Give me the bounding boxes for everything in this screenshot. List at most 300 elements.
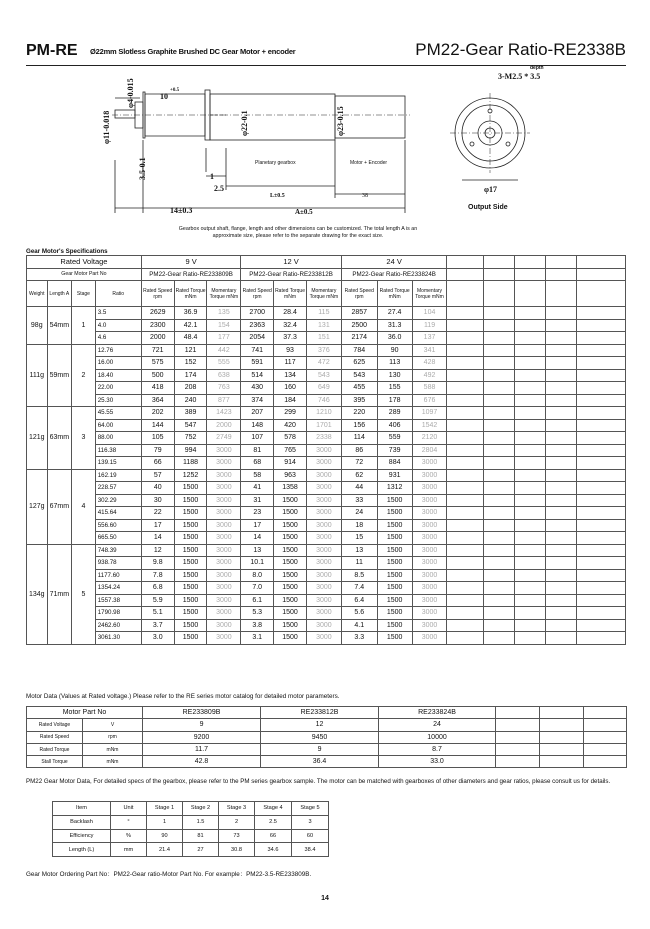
empty-cell	[447, 268, 484, 281]
value-cell: 1500	[174, 507, 207, 520]
motor-cell: 33.0	[379, 756, 496, 768]
dim-motor-length: 38	[362, 193, 368, 199]
value-cell: 3000	[207, 607, 241, 620]
value-cell: 2749	[207, 432, 241, 445]
empty-cell	[447, 419, 484, 432]
value-cell: 638	[207, 369, 241, 382]
empty-cell	[515, 419, 546, 432]
gear-cell: 38.4	[292, 843, 329, 857]
stage-cell: 5	[72, 544, 96, 644]
value-cell: 3000	[306, 619, 341, 632]
value-cell: 240	[174, 394, 207, 407]
empty-cell	[496, 707, 540, 719]
motor-cell: V	[83, 719, 143, 731]
spec-row	[27, 344, 626, 357]
value-cell: 3000	[412, 569, 447, 582]
value-cell: 1500	[174, 569, 207, 582]
value-cell: 3000	[207, 557, 241, 570]
value-cell: 418	[141, 382, 174, 395]
gear-cell: 21.4	[147, 843, 183, 857]
empty-cell	[576, 344, 625, 357]
empty-cell	[576, 444, 625, 457]
value-cell: 492	[412, 369, 447, 382]
value-cell: 547	[174, 419, 207, 432]
ratio-cell: 116.38	[95, 444, 141, 457]
value-cell: 395	[341, 394, 377, 407]
empty-cell	[484, 569, 515, 582]
value-cell: 1500	[377, 607, 412, 620]
col-torque: Rated Torque mNm	[274, 281, 307, 307]
col-momentary: Momentary Torque mNm	[412, 281, 447, 307]
value-cell: 649	[306, 382, 341, 395]
value-cell: 17	[241, 519, 274, 532]
value-cell: 14	[141, 532, 174, 545]
gear-head: Stage 1	[147, 802, 183, 816]
value-cell: 3000	[412, 619, 447, 632]
value-cell: 472	[306, 357, 341, 370]
motor-part: RE233824B	[379, 707, 496, 719]
empty-cell	[576, 507, 625, 520]
spec-row	[27, 432, 626, 445]
empty-cell	[576, 619, 625, 632]
empty-cell	[576, 319, 625, 332]
value-cell: 559	[377, 432, 412, 445]
empty-cell	[576, 557, 625, 570]
col-momentary: Momentary Torque mNm	[306, 281, 341, 307]
ratio-cell: 88.00	[95, 432, 141, 445]
value-cell: 6.1	[241, 594, 274, 607]
empty-cell	[484, 544, 515, 557]
col-speed: Rated Speed rpm	[241, 281, 274, 307]
value-cell: 41	[241, 482, 274, 495]
value-cell: 3.8	[241, 619, 274, 632]
motor-cell: 12	[261, 719, 379, 731]
value-cell: 104	[412, 307, 447, 320]
ratio-cell: 22.00	[95, 382, 141, 395]
spec-row	[27, 569, 626, 582]
col-speed: Rated Speed rpm	[141, 281, 174, 307]
value-cell: 1500	[174, 619, 207, 632]
value-cell: 115	[306, 307, 341, 320]
motor-cell: 10000	[379, 731, 496, 743]
empty-cell	[545, 319, 576, 332]
empty-cell	[484, 444, 515, 457]
empty-cell	[484, 268, 515, 281]
value-cell: 15	[341, 532, 377, 545]
ordering-note: Gear Motor Ordering Part No：PM22-Gear ratio-Motor Part No. For example：PM22-3.5-RE233809B.	[26, 871, 312, 878]
empty-cell	[545, 619, 576, 632]
gear-cell: Efficiency	[53, 829, 111, 843]
value-cell: 1500	[377, 494, 412, 507]
empty-cell	[484, 256, 515, 269]
motor-cell: 9450	[261, 731, 379, 743]
value-cell: 1500	[174, 632, 207, 645]
empty-cell	[447, 307, 484, 320]
empty-cell	[545, 519, 576, 532]
gear-head: Stage 2	[183, 802, 219, 816]
value-cell: 1500	[174, 494, 207, 507]
value-cell: 3000	[207, 507, 241, 520]
value-cell: 884	[377, 457, 412, 470]
value-cell: 5.6	[341, 607, 377, 620]
value-cell: 1188	[174, 457, 207, 470]
empty-cell	[540, 719, 584, 731]
empty-cell	[447, 557, 484, 570]
ratio-cell: 1557.38	[95, 594, 141, 607]
value-cell: 152	[174, 357, 207, 370]
weight-cell: 121g	[27, 407, 48, 470]
ratio-cell: 302.29	[95, 494, 141, 507]
value-cell: 8.0	[241, 569, 274, 582]
weight-cell: 111g	[27, 344, 48, 407]
value-cell: 3000	[306, 632, 341, 645]
value-cell: 3000	[306, 457, 341, 470]
value-cell: 202	[141, 407, 174, 420]
value-cell: 3000	[306, 519, 341, 532]
empty-cell	[484, 369, 515, 382]
motor-header-row	[27, 707, 627, 719]
empty-cell	[515, 544, 546, 557]
stage-cell: 4	[72, 469, 96, 544]
motor-cell: Rated Voltage	[27, 719, 83, 731]
empty-cell	[584, 707, 627, 719]
empty-cell	[447, 281, 484, 307]
value-cell: 177	[207, 332, 241, 345]
rated-voltage-label: Rated Voltage	[27, 256, 142, 269]
ratio-cell: 16.00	[95, 357, 141, 370]
ratio-cell: 665.50	[95, 532, 141, 545]
empty-cell	[576, 382, 625, 395]
empty-cell	[484, 607, 515, 620]
empty-cell	[545, 544, 576, 557]
spec-row	[27, 594, 626, 607]
value-cell: 3000	[207, 582, 241, 595]
gear-data-table	[52, 801, 329, 857]
empty-cell	[576, 482, 625, 495]
motor-row	[27, 719, 627, 731]
motor-part: RE233812B	[261, 707, 379, 719]
value-cell: 1500	[274, 519, 307, 532]
motor-part-label: Motor Part No	[27, 707, 143, 719]
spec-row	[27, 369, 626, 382]
value-cell: 3000	[412, 532, 447, 545]
empty-cell	[484, 494, 515, 507]
gear-row	[53, 815, 329, 829]
value-cell: 289	[377, 407, 412, 420]
ratio-cell: 64.00	[95, 419, 141, 432]
empty-cell	[584, 756, 627, 768]
value-cell: 62	[341, 469, 377, 482]
empty-cell	[545, 494, 576, 507]
value-cell: 3000	[306, 507, 341, 520]
empty-cell	[447, 256, 484, 269]
empty-cell	[576, 494, 625, 507]
dim-output-diameter: φ17	[484, 185, 497, 194]
value-cell: 374	[241, 394, 274, 407]
gear-head: Stage 5	[292, 802, 329, 816]
product-code: PM-RE	[26, 42, 78, 59]
spec-row	[27, 619, 626, 632]
empty-cell	[576, 307, 625, 320]
empty-cell	[515, 357, 546, 370]
empty-cell	[515, 569, 546, 582]
empty-cell	[515, 444, 546, 457]
empty-cell	[484, 507, 515, 520]
gear-data-title: PM22 Gear Motor Data, For detailed specs of the gearbox, please refer to the PM series gearbox sample. The motor can be matched with gearboxes of other diameters and gear ratios, please consult us for details.	[26, 778, 611, 785]
value-cell: 220	[341, 407, 377, 420]
value-cell: 1210	[306, 407, 341, 420]
label-output-side: Output Side	[468, 204, 508, 211]
col-momentary: Momentary Torque mNm	[207, 281, 241, 307]
empty-cell	[447, 332, 484, 345]
motor-cell: 9200	[143, 731, 261, 743]
value-cell: 1252	[174, 469, 207, 482]
empty-cell	[496, 731, 540, 743]
value-cell: 1500	[274, 594, 307, 607]
value-cell: 994	[174, 444, 207, 457]
motor-row	[27, 756, 627, 768]
value-cell: 23	[241, 507, 274, 520]
value-cell: 1358	[274, 482, 307, 495]
empty-cell	[545, 256, 576, 269]
spec-row	[27, 519, 626, 532]
spec-row	[27, 469, 626, 482]
value-cell: 6.4	[341, 594, 377, 607]
value-cell: 2174	[341, 332, 377, 345]
dim-depth: depth	[530, 65, 544, 71]
value-cell: 676	[412, 394, 447, 407]
value-cell: 1500	[174, 519, 207, 532]
empty-cell	[584, 743, 627, 755]
value-cell: 5.9	[141, 594, 174, 607]
empty-cell	[484, 307, 515, 320]
value-cell: 3.7	[141, 619, 174, 632]
dim-mounting-holes: 3-M2.5 * 3.5	[498, 72, 541, 81]
value-cell: 160	[274, 382, 307, 395]
value-cell: 3000	[207, 457, 241, 470]
motor-data-title: Motor Data (Values at Rated voltage.) Please refer to the RE series motor catalog for detailed motor parameters.	[26, 693, 340, 700]
value-cell: 376	[306, 344, 341, 357]
gear-cell: 30.8	[219, 843, 255, 857]
empty-cell	[545, 357, 576, 370]
value-cell: 208	[174, 382, 207, 395]
motor-cell: 36.4	[261, 756, 379, 768]
value-cell: 3000	[306, 594, 341, 607]
length-cell: 67mm	[47, 469, 72, 544]
value-cell: 3000	[306, 469, 341, 482]
value-cell: 105	[141, 432, 174, 445]
value-cell: 1500	[274, 507, 307, 520]
value-cell: 2500	[341, 319, 377, 332]
gear-cell: 73	[219, 829, 255, 843]
empty-cell	[545, 582, 576, 595]
empty-cell	[545, 332, 576, 345]
ratio-cell: 139.15	[95, 457, 141, 470]
value-cell: 1500	[377, 569, 412, 582]
label-motor: Motor + Encoder	[350, 160, 388, 166]
empty-cell	[496, 756, 540, 768]
spec-row	[27, 357, 626, 370]
gear-cell: 66	[255, 829, 292, 843]
motor-cell: 9	[261, 743, 379, 755]
empty-cell	[576, 569, 625, 582]
spec-row	[27, 394, 626, 407]
gear-row	[53, 843, 329, 857]
motor-row	[27, 743, 627, 755]
spec-row	[27, 532, 626, 545]
value-cell: 1500	[377, 519, 412, 532]
value-cell: 420	[274, 419, 307, 432]
empty-cell	[545, 281, 576, 307]
value-cell: 1500	[274, 569, 307, 582]
spec-table	[26, 255, 626, 645]
value-cell: 299	[274, 407, 307, 420]
ratio-cell: 4.0	[95, 319, 141, 332]
value-cell: 2000	[141, 332, 174, 345]
value-cell: 174	[174, 369, 207, 382]
value-cell: 430	[241, 382, 274, 395]
value-cell: 784	[341, 344, 377, 357]
motor-cell: 11.7	[143, 743, 261, 755]
value-cell: 1500	[377, 582, 412, 595]
value-cell: 1500	[377, 594, 412, 607]
value-cell: 3000	[207, 532, 241, 545]
gear-head: Stage 4	[255, 802, 292, 816]
spec-row	[27, 407, 626, 420]
value-cell: 12	[141, 544, 174, 557]
empty-cell	[515, 582, 546, 595]
empty-cell	[496, 743, 540, 755]
empty-cell	[447, 444, 484, 457]
value-cell: 428	[412, 357, 447, 370]
empty-cell	[576, 469, 625, 482]
empty-cell	[484, 281, 515, 307]
value-cell: 1500	[274, 544, 307, 557]
value-cell: 36.9	[174, 307, 207, 320]
value-cell: 130	[377, 369, 412, 382]
empty-cell	[447, 632, 484, 645]
empty-cell	[545, 607, 576, 620]
motor-cell: rpm	[83, 731, 143, 743]
ratio-cell: 228.57	[95, 482, 141, 495]
value-cell: 148	[241, 419, 274, 432]
gear-header-row	[53, 802, 329, 816]
empty-cell	[447, 394, 484, 407]
value-cell: 155	[377, 382, 412, 395]
ratio-cell: 2462.60	[95, 619, 141, 632]
dim-2-5: 2.5	[214, 184, 224, 193]
empty-cell	[484, 594, 515, 607]
spec-row	[27, 632, 626, 645]
value-cell: 2000	[207, 419, 241, 432]
empty-cell	[545, 594, 576, 607]
stage-cell: 1	[72, 307, 96, 345]
value-cell: 3000	[412, 519, 447, 532]
gear-cell: 60	[292, 829, 329, 843]
empty-cell	[545, 507, 576, 520]
value-cell: 1500	[274, 632, 307, 645]
motor-cell: Stall Torque	[27, 756, 83, 768]
value-cell: 2120	[412, 432, 447, 445]
voltage-header: 9 V	[141, 256, 240, 269]
empty-cell	[545, 432, 576, 445]
weight-cell: 134g	[27, 544, 48, 644]
value-cell: 137	[412, 332, 447, 345]
empty-cell	[545, 444, 576, 457]
value-cell: 117	[274, 357, 307, 370]
value-cell: 58	[241, 469, 274, 482]
empty-cell	[576, 519, 625, 532]
empty-cell	[545, 569, 576, 582]
value-cell: 3000	[412, 482, 447, 495]
spec-row	[27, 494, 626, 507]
spec-row	[27, 607, 626, 620]
empty-cell	[576, 432, 625, 445]
empty-cell	[515, 319, 546, 332]
weight-cell: 98g	[27, 307, 48, 345]
value-cell: 11	[341, 557, 377, 570]
empty-cell	[447, 457, 484, 470]
ratio-cell: 556.60	[95, 519, 141, 532]
part-header: PM22-Gear Ratio-RE233812B	[241, 268, 342, 281]
value-cell: 90	[377, 344, 412, 357]
empty-cell	[540, 756, 584, 768]
empty-cell	[515, 607, 546, 620]
empty-cell	[515, 407, 546, 420]
value-cell: 3000	[412, 457, 447, 470]
spec-row	[27, 557, 626, 570]
value-cell: 79	[141, 444, 174, 457]
empty-cell	[576, 544, 625, 557]
col-speed: Rated Speed rpm	[341, 281, 377, 307]
value-cell: 1500	[174, 544, 207, 557]
empty-cell	[545, 369, 576, 382]
value-cell: 66	[141, 457, 174, 470]
value-cell: 2629	[141, 307, 174, 320]
voltage-row	[27, 256, 626, 269]
value-cell: 543	[341, 369, 377, 382]
value-cell: 3000	[207, 519, 241, 532]
motor-cell: 9	[143, 719, 261, 731]
column-header-row	[27, 281, 626, 307]
value-cell: 42.1	[174, 319, 207, 332]
spec-row	[27, 332, 626, 345]
value-cell: 2338	[306, 432, 341, 445]
motor-cell: mNm	[83, 743, 143, 755]
empty-cell	[545, 307, 576, 320]
empty-cell	[576, 582, 625, 595]
value-cell: 625	[341, 357, 377, 370]
value-cell: 1500	[377, 532, 412, 545]
value-cell: 752	[174, 432, 207, 445]
spec-row	[27, 582, 626, 595]
page-number: 14	[321, 895, 329, 902]
value-cell: 1701	[306, 419, 341, 432]
value-cell: 763	[207, 382, 241, 395]
length-cell: 54mm	[47, 307, 72, 345]
ratio-cell: 25.30	[95, 394, 141, 407]
value-cell: 57	[141, 469, 174, 482]
value-cell: 178	[377, 394, 412, 407]
value-cell: 22	[141, 507, 174, 520]
empty-cell	[515, 632, 546, 645]
col-ratio: Ratio	[95, 281, 141, 307]
empty-cell	[584, 731, 627, 743]
empty-cell	[484, 632, 515, 645]
empty-cell	[447, 357, 484, 370]
value-cell: 17	[141, 519, 174, 532]
empty-cell	[576, 532, 625, 545]
